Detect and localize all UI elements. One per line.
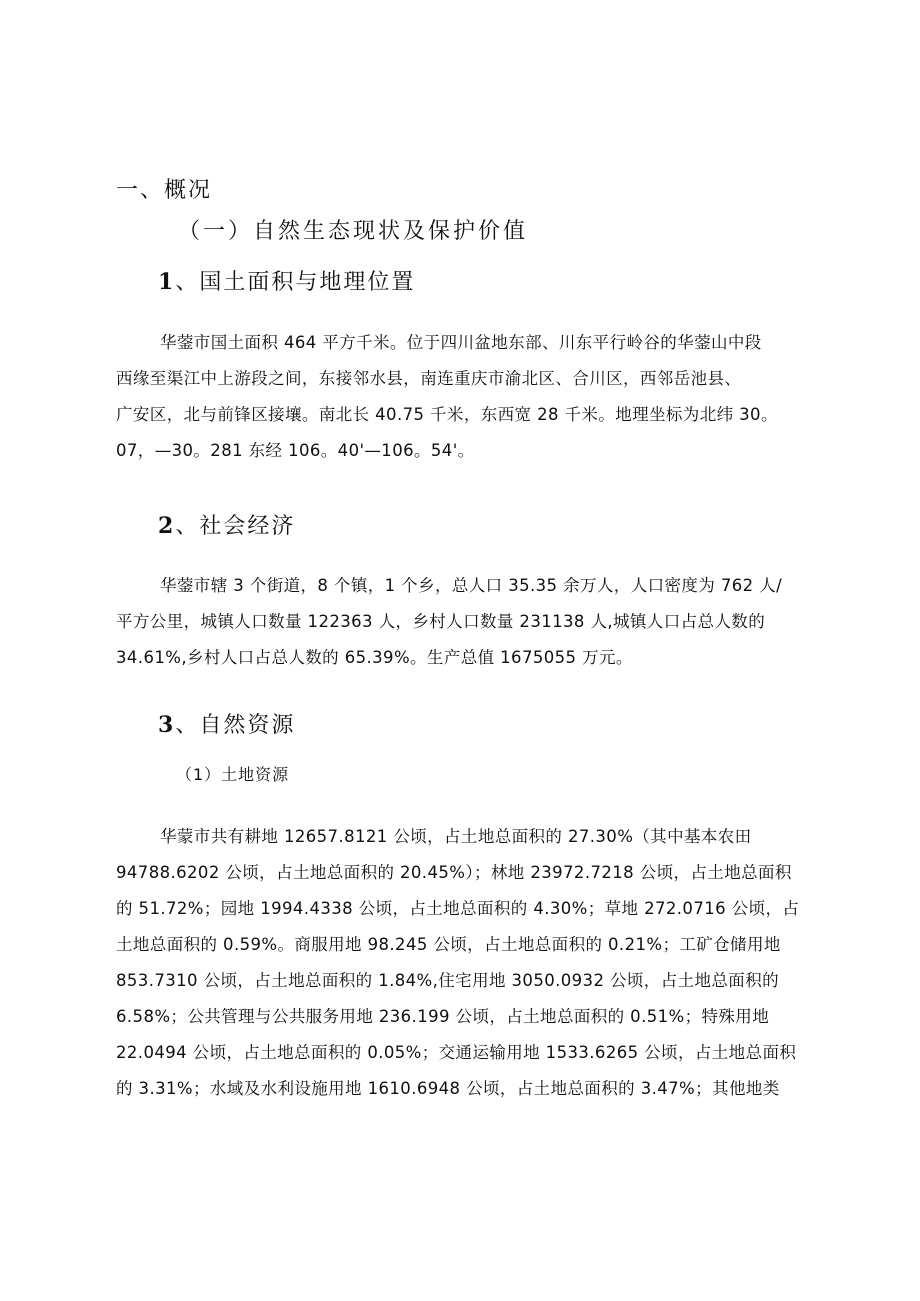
text-line: 平方公里，城镇人口数量 122363 人，乡村人口数量 231138 人,城镇人口占总人数的: [116, 612, 766, 631]
text-line: 土地总面积的 0.59%。商服用地 98.245 公顷，占土地总面积的 0.21%；工矿仓储用地: [116, 935, 781, 954]
section-title: 、国土面积与地理位置: [175, 270, 416, 295]
paragraph-social-economy: [116, 568, 816, 676]
heading-natural-resources: [158, 708, 295, 739]
text-line: 华蓥市国土面积 464 平方千米。位于四川盆地东部、川东平行岭谷的华蓥山中段: [160, 333, 762, 352]
section-number: 3: [158, 712, 176, 738]
text-line: 华蒙市共有耕地 12657.8121 公顷，占土地总面积的 27.30%（其中基本农田: [160, 827, 752, 846]
text-line: 853.7310 公顷，占土地总面积的 1.84%,住宅用地 3050.0932 公顷，占土地总面积的: [116, 971, 779, 990]
heading-land-area-location: [158, 265, 415, 296]
text-line: 6.58%；公共管理与公共服务用地 236.199 公顷，占土地总面积的 0.51%；特殊用地: [116, 1007, 770, 1026]
heading-natural-ecology: （一）自然生态现状及保护价值: [178, 219, 529, 244]
text-line: 07，—30。281 东经 106。40'—106。54'。: [116, 441, 475, 460]
heading-land-resources: （1）土地资源: [176, 765, 290, 784]
text-line: 22.0494 公顷，占土地总面积的 0.05%；交通运输用地 1533.6265 公顷，占土地总面积: [116, 1043, 797, 1062]
paragraph-land-resources: [116, 819, 816, 1107]
section-title: 、社会经济: [175, 514, 296, 539]
text-line: 94788.6202 公顷，占土地总面积的 20.45%）；林地 23972.7218 公顷，占土地总面积: [116, 863, 792, 882]
text-line: 的 51.72%；园地 1994.4338 公顷，占土地总面积的 4.30%；草地 272.0716 公顷，占: [116, 899, 800, 918]
section-number: 2: [158, 513, 176, 539]
text-line: 西缘至渠江中上游段之间，东接邻水县，南连重庆市渝北区、合川区，西邻岳池县、: [116, 369, 742, 388]
text-line: 华蓥市辖 3 个街道，8 个镇，1 个乡，总人口 35.35 余万人，人口密度为 762 人/: [160, 576, 783, 595]
text-line: 广安区，北与前锋区接壤。南北长 40.75 千米，东西宽 28 千米。地理坐标为北纬 30。: [116, 405, 778, 424]
heading-social-economy: [158, 509, 295, 540]
section-number: 1: [158, 269, 176, 295]
text-line: 的 3.31%；水域及水利设施用地 1610.6948 公顷，占土地总面积的 3.47%；其他地类: [116, 1079, 780, 1098]
heading-overview: 一、概况: [116, 178, 213, 203]
paragraph-land-area: [116, 325, 816, 469]
text-line: 34.61%,乡村人口占总人数的 65.39%。生产总值 1675055 万元。: [116, 648, 633, 667]
section-title: 、自然资源: [175, 713, 296, 738]
